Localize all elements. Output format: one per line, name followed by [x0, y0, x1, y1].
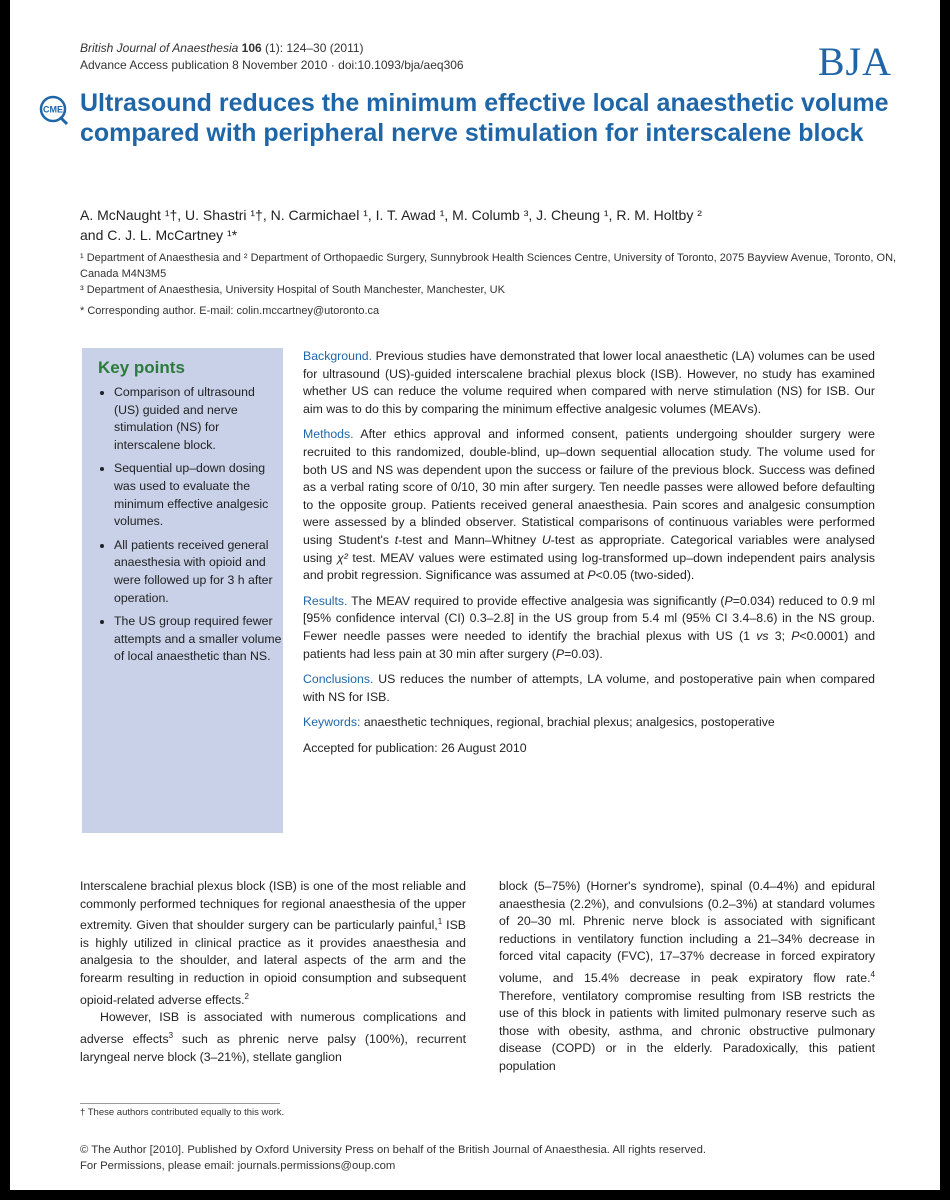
- reference-marker[interactable]: 3: [168, 1030, 174, 1040]
- methods-u-italic: U: [541, 532, 551, 547]
- body-text: Interscalene brachial plexus block (ISB) is one of the most reliable and commonly performed techniques for regional anaesthesia of the upper extremity. Given that shoulder surgery can be particularly painful,: [80, 879, 466, 933]
- methods-t-italic: t: [394, 532, 399, 547]
- article-title: Ultrasound reduces the minimum effective local anaesthetic volume compared with peripheral nerve stimulation for interscalene block: [80, 89, 889, 147]
- keywords-text: anaesthetic techniques, regional, brachial plexus; analgesics, postoperative: [363, 715, 775, 730]
- abstract-methods: [303, 426, 875, 584]
- journal-name: British Journal of Anaesthesia: [80, 41, 239, 55]
- key-points-box: [82, 348, 283, 833]
- keywords-label: Keywords:: [303, 715, 361, 730]
- bja-logo: BJA: [817, 39, 892, 84]
- methods-p-italic: P: [587, 568, 596, 583]
- accepted-date: Accepted for publication: 26 August 2010: [303, 740, 527, 755]
- results-text: The MEAV required to provide effective analgesia was significantly (: [351, 593, 725, 608]
- copyright-line: © The Author [2010]. Published by Oxford University Press on behalf of the British Journal of Anaesthesia. All rights reserved.: [80, 1144, 707, 1156]
- affiliation-1: ¹ Department of Anaesthesia and ² Department of Orthopaedic Surgery, Sunnybrook Health Sciences Centre, University of Toronto, 2075 Bayview Avenue, Toronto, ON, Canada M4N3M5: [80, 252, 897, 280]
- body-text: Therefore, ventilatory compromise resulting from ISB restricts the use of this block in patients with limited pulmonary reserve such as those with obesity, asthma, and chronic obstructive pulmonary disease (COPD) or in the elderly. Paradoxically, this patient population: [499, 988, 875, 1074]
- article-page: [10, 0, 940, 1190]
- background-label: Background.: [303, 349, 373, 363]
- methods-text: -test and Mann–Whitney: [398, 532, 537, 547]
- author-line-1: A. McNaught ¹†, U. Shastri ¹†, N. Carmichael ¹, I. T. Awad ¹, M. Columb ³, J. Cheung ¹, R. M. Holtby ²: [80, 207, 702, 223]
- affiliation-2: ³ Department of Anaesthesia, University Hospital of South Manchester, Manchester, UK: [80, 284, 505, 296]
- key-point-item: • Comparison of ultrasound (US) guided and nerve stimulation (NS) for interscalene block.: [114, 384, 283, 454]
- copyright: [80, 1142, 900, 1174]
- cme-badge-text: CME: [43, 104, 63, 115]
- abstract: [303, 348, 875, 765]
- abstract-background: [303, 348, 875, 418]
- reference-marker[interactable]: 4: [870, 969, 875, 979]
- results-vs-italic: vs: [756, 628, 769, 643]
- abstract-keywords: [303, 714, 875, 732]
- results-text: =0.034) reduced to 0.9 ml [95% confidence interval (CI) 0.3–2.8] in the US group from 5.4 ml (95% CI 3.4–8.6) in the NS group. Fewer needle passes were needed to identify the brachial plexus with US (1: [303, 593, 875, 643]
- key-point-item: • All patients received general anaesthesia with opioid and were followed up for 3 h after operation.: [114, 537, 283, 607]
- methods-text: test. MEAV values were estimated using log-transformed up–down independent pairs analysis and probit regression. Significance was assumed at: [303, 550, 875, 583]
- body-paragraph: [499, 878, 875, 1076]
- body-column-left: [80, 878, 466, 1066]
- key-points-heading: Key points: [98, 358, 185, 377]
- footnote: † These authors contributed equally to this work.: [80, 1107, 285, 1118]
- key-point-item: • Sequential up–down dosing was used to evaluate the minimum effective analgesic volumes.: [114, 460, 283, 530]
- reference-marker[interactable]: 2: [244, 991, 249, 1001]
- reference-marker[interactable]: 1: [437, 917, 443, 927]
- background-text: Previous studies have demonstrated that lower local anaesthetic (LA) volumes can be used for ultrasound (US)-guided interscalene brachial plexus block (ISB). However, no study has examined whether US can reduce the volume required when compared with nerve stimulation (NS) for ISB. Our aim was to do this by comparing the minimum effective analgesic volumes (MEAVs).: [303, 349, 875, 416]
- journal-header: [80, 40, 464, 74]
- journal-volume: 106: [241, 41, 262, 55]
- results-p-italic: P: [791, 628, 800, 643]
- conclusions-text: US reduces the number of attempts, LA volume, and postoperative pain when compared with NS for ISB.: [303, 672, 875, 704]
- key-points-list: [82, 384, 283, 666]
- results-text: <0.0001) and patients had less pain at 30 min after surgery (: [303, 628, 876, 661]
- key-point-item: • The US group required fewer attempts and a smaller volume of local anaesthetic than NS.: [114, 613, 283, 666]
- methods-text: <0.05 (two-sided).: [595, 568, 695, 583]
- author-line-2: and C. J. L. McCartney ¹*: [80, 227, 238, 243]
- permissions-line: For Permissions, please email: journals.permissions@oup.com: [80, 1160, 396, 1172]
- author-list: [80, 205, 880, 245]
- methods-text: After ethics approval and informed consent, patients undergoing shoulder surgery were recruited to this randomized, double-blind, up–down sequential allocation study. The volume used for both US and NS was dependent upon the success or failure of the previous block. Success was defined as a verbal rating score of 0/10, 30 min after surgery. Ten needle passes were allowed before defaulting to the opposite group. Patients received general anaesthesia. Pain scores and analgesic consumption were assessed by a blinded observer. Statistical comparisons of continuous variables were performed using Student's: [303, 427, 875, 547]
- results-p-italic: P: [724, 593, 733, 608]
- body-text: ISB is highly utilized in clinical practice as it provides anaesthesia and analgesia to the shoulder, and lateral aspects of the arm and the forearm resulting in reduction in opioid consumption and subsequent opioid-related adverse effects.: [80, 918, 466, 1007]
- abstract-conclusions: [303, 671, 875, 706]
- advance-access-line: Advance Access publication 8 November 2010 · doi:10.1093/bja/aeq306: [80, 58, 464, 72]
- conclusions-label: Conclusions.: [303, 672, 374, 687]
- corresponding-author: * Corresponding author. E-mail: colin.mccartney@utoronto.ca: [80, 305, 380, 317]
- methods-label: Methods.: [303, 427, 354, 442]
- results-text: 3;: [774, 628, 785, 643]
- body-column-right: [499, 878, 875, 1076]
- body-text: block (5–75%) (Horner's syndrome), spinal (0.4–4%) and epidural anaesthesia (2.2%), and convulsions (0.2–3%) at standard volumes of 20–30 ml. Phrenic nerve block is associated with significant reductions in ventilatory function including a 21–34% decrease in forced vital capacity (FVC), 17–37% decrease in forced expiratory volume, and 15.4% decrease in peak expiratory flow rate.: [499, 879, 875, 986]
- body-paragraph: [80, 878, 466, 1009]
- results-p-italic: P: [555, 646, 565, 661]
- methods-text: -test as appropriate. Categorical variables were analysed using: [303, 532, 876, 565]
- abstract-results: [303, 593, 875, 663]
- footnote-divider: [80, 1103, 280, 1104]
- methods-chi-squared: χ²: [336, 550, 348, 565]
- cme-badge-icon: [38, 94, 70, 126]
- body-paragraph: [80, 1009, 466, 1066]
- results-text: =0.03).: [564, 646, 603, 661]
- affiliations: [80, 250, 900, 298]
- body-text: such as phrenic nerve palsy (100%), recurrent laryngeal nerve block (3–21%), stellate ganglion: [80, 1032, 467, 1064]
- results-label: Results.: [303, 593, 348, 608]
- body-text: However, ISB is associated with numerous complications and adverse effects: [80, 1010, 466, 1047]
- journal-issue-pages: (1): 124–30 (2011): [265, 41, 364, 55]
